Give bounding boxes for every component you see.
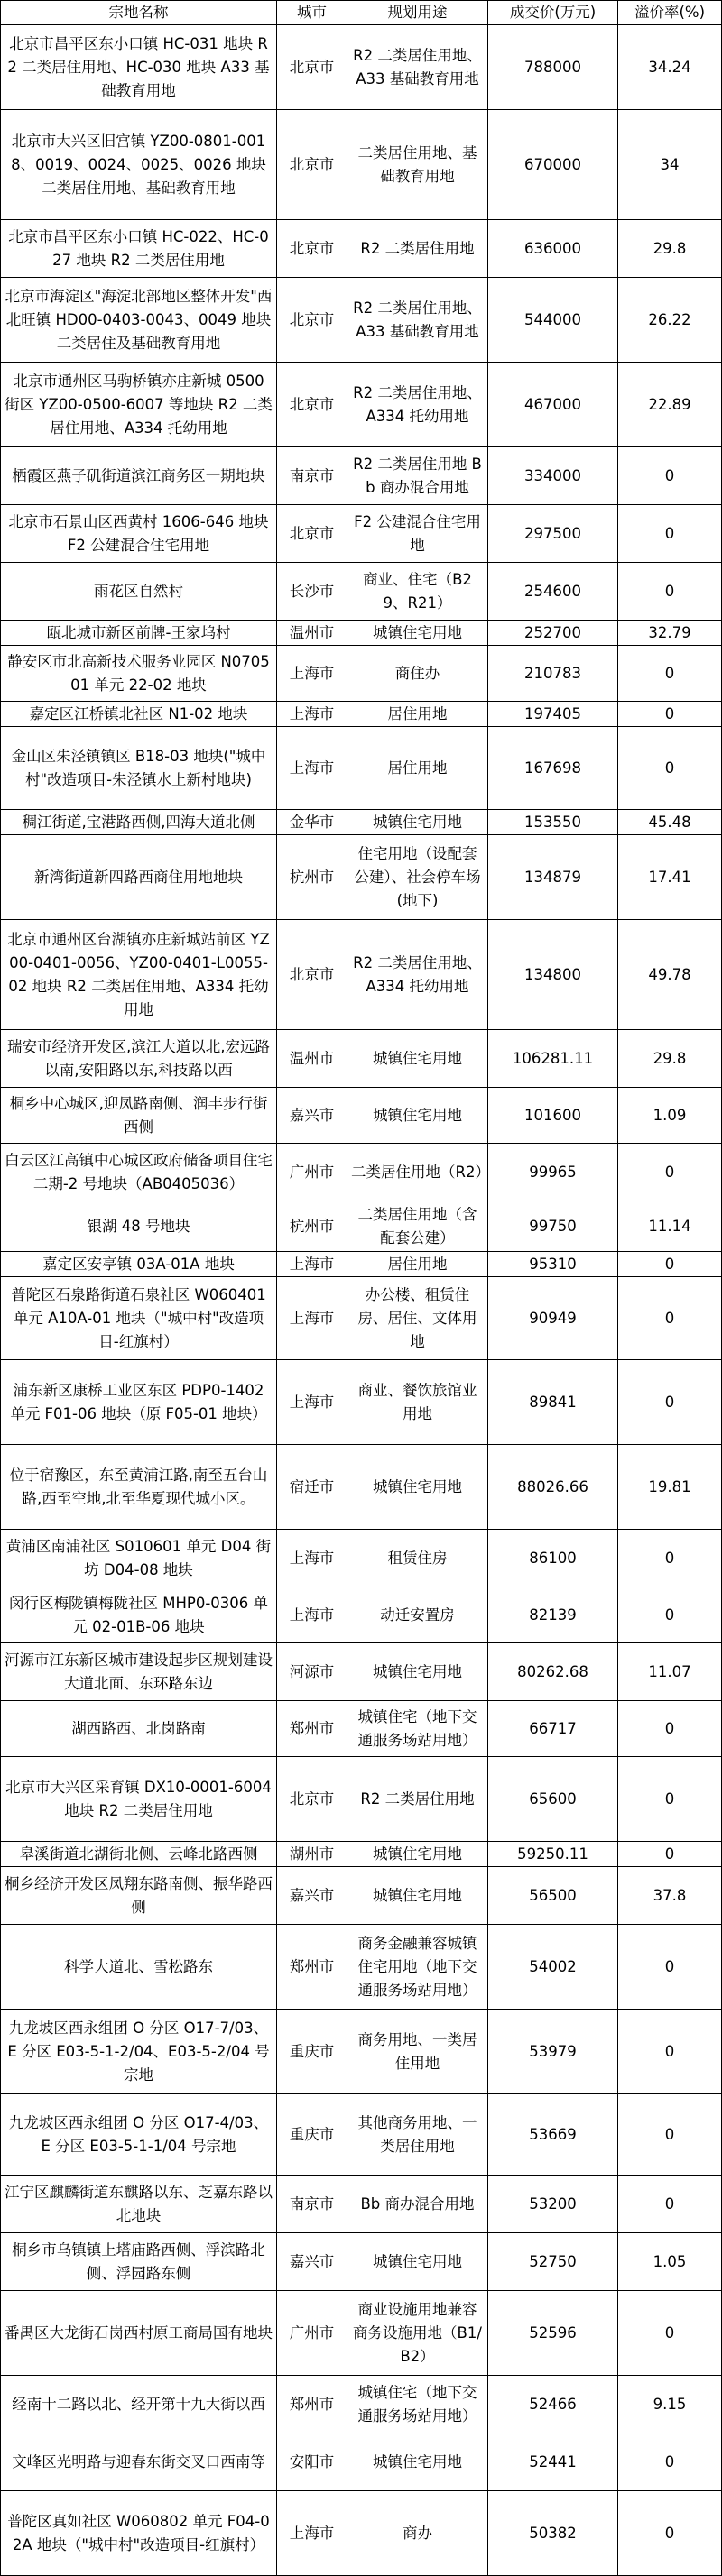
cell-city: 广州市	[277, 1144, 347, 1201]
cell-city: 上海市	[277, 646, 347, 702]
cell-planned-use: R2 二类居住用地、A334 托幼用地	[347, 920, 488, 1030]
cell-price: 53979	[488, 2010, 618, 2094]
cell-city: 嘉兴市	[277, 1088, 347, 1144]
table-row	[1, 835, 722, 920]
table-row	[1, 2491, 722, 2576]
table-row	[1, 1252, 722, 1277]
cell-premium-rate: 45.48	[618, 810, 722, 835]
cell-price: 197405	[488, 702, 618, 727]
table-body	[1, 25, 722, 2576]
cell-premium-rate: 0	[618, 1587, 722, 1643]
cell-land-name: 普陀区石泉路街道石泉社区 W060401 单元 A10A-01 地块（"城中村"改造项目-红旗村）	[1, 1277, 277, 1360]
cell-price: 167698	[488, 727, 618, 810]
cell-city: 郑州市	[277, 1701, 347, 1757]
cell-planned-use: 住宅用地（设配套公建）、社会停车场(地下)	[347, 835, 488, 920]
cell-land-name: 科学大道北、雪松路东	[1, 1925, 277, 2010]
cell-price: 86100	[488, 1530, 618, 1587]
cell-city: 北京市	[277, 220, 347, 278]
cell-planned-use: 居住用地	[347, 1252, 488, 1277]
cell-city: 上海市	[277, 1360, 347, 1445]
cell-land-name: 江宁区麒麟街道东麒路以东、芝嘉东路以北地块	[1, 2176, 277, 2233]
cell-planned-use: 城镇住宅用地	[347, 1445, 488, 1530]
cell-planned-use: 商务金融兼容城镇住宅用地（地下交通服务场站用地）	[347, 1925, 488, 2010]
table-row	[1, 2094, 722, 2176]
cell-land-name: 九龙坡区西永组团 O 分区 O17-7/03、E 分区 E03-5-1-2/04、E03-5-2/04 号宗地	[1, 2010, 277, 2094]
cell-price: 65600	[488, 1757, 618, 1842]
cell-premium-rate: 49.78	[618, 920, 722, 1030]
cell-price: 95310	[488, 1252, 618, 1277]
cell-premium-rate: 34.24	[618, 25, 722, 110]
cell-price: 59250.11	[488, 1842, 618, 1867]
cell-city: 上海市	[277, 1252, 347, 1277]
cell-price: 52596	[488, 2291, 618, 2376]
cell-planned-use: F2 公建混合住宅用地	[347, 505, 488, 563]
cell-premium-rate: 0	[618, 1530, 722, 1587]
cell-premium-rate: 17.41	[618, 835, 722, 920]
cell-city: 嘉兴市	[277, 2233, 347, 2291]
cell-city: 南京市	[277, 2176, 347, 2233]
cell-price: 66717	[488, 1701, 618, 1757]
cell-land-name: 白云区江高镇中心城区政府储备项目住宅二期-2 号地块（AB0405036）	[1, 1144, 277, 1201]
cell-planned-use: 动迁安置房	[347, 1587, 488, 1643]
cell-city: 南京市	[277, 447, 347, 505]
cell-land-name: 位于宿豫区，东至黄浦江路,南至五台山路,西至空地,北至华夏现代城小区。	[1, 1445, 277, 1530]
table-row	[1, 110, 722, 220]
cell-price: 50382	[488, 2491, 618, 2576]
cell-premium-rate: 0	[618, 2010, 722, 2094]
cell-premium-rate: 0	[618, 1925, 722, 2010]
cell-planned-use: R2 二类居住用地、A33 基础教育用地	[347, 278, 488, 363]
cell-city: 北京市	[277, 1757, 347, 1842]
cell-city: 重庆市	[277, 2094, 347, 2176]
cell-price: 52466	[488, 2376, 618, 2433]
cell-premium-rate: 11.14	[618, 1201, 722, 1252]
cell-premium-rate: 29.8	[618, 1030, 722, 1088]
cell-price: 99965	[488, 1144, 618, 1201]
cell-land-name: 金山区朱泾镇镇区 B18-03 地块("城中村"改造项目-朱泾镇水上新村地块)	[1, 727, 277, 810]
cell-planned-use: 商业、餐饮旅馆业用地	[347, 1360, 488, 1445]
cell-price: 88026.66	[488, 1445, 618, 1530]
header-planned-use: 规划用途	[347, 1, 488, 25]
table-row	[1, 1530, 722, 1587]
cell-city: 上海市	[277, 702, 347, 727]
cell-land-name: 九龙坡区西永组团 O 分区 O17-4/03、E 分区 E03-5-1-1/04 号宗地	[1, 2094, 277, 2176]
cell-premium-rate: 22.89	[618, 363, 722, 447]
cell-premium-rate: 0	[618, 505, 722, 563]
cell-price: 788000	[488, 25, 618, 110]
cell-land-name: 北京市通州区马驹桥镇亦庄新城 0500 街区 YZ00-0500-6007 等地块 R2 二类居住用地、A334 托幼用地	[1, 363, 277, 447]
cell-premium-rate: 0	[618, 563, 722, 621]
cell-land-name: 北京市海淀区"海淀北部地区整体开发"西北旺镇 HD00-0403-0043、0049 地块二类居住及基础教育用地	[1, 278, 277, 363]
cell-premium-rate: 32.79	[618, 621, 722, 646]
cell-city: 温州市	[277, 1030, 347, 1088]
table-row	[1, 1587, 722, 1643]
cell-planned-use: 城镇住宅用地	[347, 1842, 488, 1867]
cell-price: 210783	[488, 646, 618, 702]
cell-land-name: 皋溪街道北湖街北侧、云峰北路西侧	[1, 1842, 277, 1867]
cell-land-name: 黄浦区南浦社区 S010601 单元 D04 街坊 D04-08 地块	[1, 1530, 277, 1587]
cell-planned-use: 城镇住宅用地	[347, 2233, 488, 2291]
cell-planned-use: 城镇住宅（地下交通服务场站用地）	[347, 1701, 488, 1757]
cell-price: 254600	[488, 563, 618, 621]
cell-land-name: 经南十二路以北、经开第十九大街以西	[1, 2376, 277, 2433]
cell-premium-rate: 1.05	[618, 2233, 722, 2291]
cell-premium-rate: 0	[618, 2291, 722, 2376]
table-row	[1, 727, 722, 810]
cell-premium-rate: 0	[618, 646, 722, 702]
cell-premium-rate: 1.09	[618, 1088, 722, 1144]
cell-planned-use: 商务用地、一类居住用地	[347, 2010, 488, 2094]
cell-land-name: 北京市昌平区东小口镇 HC-022、HC-027 地块 R2 二类居住用地	[1, 220, 277, 278]
cell-city: 上海市	[277, 1587, 347, 1643]
table-row	[1, 1445, 722, 1530]
cell-premium-rate: 19.81	[618, 1445, 722, 1530]
cell-land-name: 雨花区自然村	[1, 563, 277, 621]
cell-city: 嘉兴市	[277, 1867, 347, 1925]
cell-planned-use: R2 二类居住用地、A334 托幼用地	[347, 363, 488, 447]
cell-planned-use: 城镇住宅用地	[347, 1867, 488, 1925]
cell-land-name: 桐乡中心城区,迎凤路南侧、润丰步行街西侧	[1, 1088, 277, 1144]
header-land-name: 宗地名称	[1, 1, 277, 25]
cell-premium-rate: 0	[618, 2433, 722, 2491]
table-row	[1, 1201, 722, 1252]
cell-land-name: 北京市石景山区西黄村 1606-646 地块 F2 公建混合住宅用地	[1, 505, 277, 563]
cell-planned-use: Bb 商办混合用地	[347, 2176, 488, 2233]
cell-city: 杭州市	[277, 835, 347, 920]
cell-premium-rate: 0	[618, 727, 722, 810]
cell-city: 上海市	[277, 1530, 347, 1587]
table-row	[1, 702, 722, 727]
cell-planned-use: 城镇住宅用地	[347, 810, 488, 835]
cell-city: 郑州市	[277, 2376, 347, 2433]
cell-land-name: 普陀区真如社区 W060802 单元 F04-02A 地块（"城中村"改造项目-红旗村）	[1, 2491, 277, 2576]
cell-planned-use: 二类居住用地、基础教育用地	[347, 110, 488, 220]
table-row	[1, 2233, 722, 2291]
cell-land-name: 河源市江东新区城市建设起步区规划建设大道北面、东环路东边	[1, 1643, 277, 1701]
cell-land-name: 嘉定区江桥镇北社区 N1-02 地块	[1, 702, 277, 727]
cell-land-name: 北京市通州区台湖镇亦庄新城站前区 YZ00-0401-0056、YZ00-0401-L0055-02 地块 R2 二类居住用地、A334 托幼用地	[1, 920, 277, 1030]
table-row	[1, 563, 722, 621]
cell-premium-rate: 0	[618, 2176, 722, 2233]
cell-city: 金华市	[277, 810, 347, 835]
table-row	[1, 1144, 722, 1201]
cell-city: 河源市	[277, 1643, 347, 1701]
cell-land-name: 闵行区梅陇镇梅陇社区 MHP0-0306 单元 02-01B-06 地块	[1, 1587, 277, 1643]
cell-premium-rate: 0	[618, 1701, 722, 1757]
cell-land-name: 湖西路西、北岗路南	[1, 1701, 277, 1757]
table-row	[1, 1842, 722, 1867]
cell-planned-use: 二类居住用地（R2）	[347, 1144, 488, 1201]
cell-price: 90949	[488, 1277, 618, 1360]
cell-planned-use: 城镇住宅用地	[347, 621, 488, 646]
table-row	[1, 1088, 722, 1144]
cell-land-name: 桐乡市乌镇镇上塔庙路西侧、浮滨路北侧、浮园路东侧	[1, 2233, 277, 2291]
table-row	[1, 1867, 722, 1925]
cell-land-name: 番禺区大龙街石岗西村原工商局国有地块	[1, 2291, 277, 2376]
table-header-row	[1, 1, 722, 25]
cell-premium-rate: 37.8	[618, 1867, 722, 1925]
cell-premium-rate: 34	[618, 110, 722, 220]
cell-planned-use: 城镇住宅用地	[347, 1088, 488, 1144]
table-row	[1, 2376, 722, 2433]
cell-city: 长沙市	[277, 563, 347, 621]
cell-price: 89841	[488, 1360, 618, 1445]
cell-city: 温州市	[277, 621, 347, 646]
cell-land-name: 静安区市北高新技术服务业园区 N070501 单元 22-02 地块	[1, 646, 277, 702]
table-row	[1, 1925, 722, 2010]
table-row	[1, 505, 722, 563]
table-row	[1, 646, 722, 702]
cell-premium-rate: 0	[618, 1842, 722, 1867]
cell-price: 82139	[488, 1587, 618, 1643]
cell-city: 北京市	[277, 920, 347, 1030]
table-row	[1, 1757, 722, 1842]
table-row	[1, 1643, 722, 1701]
table-row	[1, 1277, 722, 1360]
cell-city: 上海市	[277, 2491, 347, 2576]
cell-premium-rate: 0	[618, 1360, 722, 1445]
table-row	[1, 2291, 722, 2376]
cell-planned-use: 商办	[347, 2491, 488, 2576]
cell-price: 636000	[488, 220, 618, 278]
cell-premium-rate: 11.07	[618, 1643, 722, 1701]
cell-city: 湖州市	[277, 1842, 347, 1867]
table-row	[1, 2433, 722, 2491]
cell-city: 重庆市	[277, 2010, 347, 2094]
cell-land-name: 栖霞区燕子矶街道滨江商务区一期地块	[1, 447, 277, 505]
cell-planned-use: 商住办	[347, 646, 488, 702]
cell-price: 106281.11	[488, 1030, 618, 1088]
cell-price: 297500	[488, 505, 618, 563]
table-row	[1, 447, 722, 505]
cell-land-name: 桐乡经济开发区凤翔东路南侧、振华路西侧	[1, 1867, 277, 1925]
cell-price: 134800	[488, 920, 618, 1030]
cell-price: 56500	[488, 1867, 618, 1925]
cell-city: 北京市	[277, 110, 347, 220]
cell-premium-rate: 0	[618, 2094, 722, 2176]
cell-city: 上海市	[277, 727, 347, 810]
table-row	[1, 2010, 722, 2094]
table-row	[1, 25, 722, 110]
cell-planned-use: 城镇住宅用地	[347, 2433, 488, 2491]
cell-price: 252700	[488, 621, 618, 646]
table-row	[1, 278, 722, 363]
cell-land-name: 瓯北城市新区前牌-王家坞村	[1, 621, 277, 646]
cell-premium-rate: 0	[618, 1144, 722, 1201]
table-row	[1, 810, 722, 835]
cell-city: 北京市	[277, 278, 347, 363]
cell-price: 52441	[488, 2433, 618, 2491]
cell-planned-use: 租赁住房	[347, 1530, 488, 1587]
table-row	[1, 220, 722, 278]
cell-city: 北京市	[277, 363, 347, 447]
cell-price: 134879	[488, 835, 618, 920]
table-row	[1, 621, 722, 646]
cell-city: 广州市	[277, 2291, 347, 2376]
cell-price: 334000	[488, 447, 618, 505]
cell-land-name: 瑞安市经济开发区,滨江大道以北,宏远路以南,安阳路以东,科技路以西	[1, 1030, 277, 1088]
cell-planned-use: 商业设施用地兼容商务设施用地（B1/B2）	[347, 2291, 488, 2376]
cell-price: 53200	[488, 2176, 618, 2233]
cell-premium-rate: 0	[618, 2491, 722, 2576]
cell-planned-use: 城镇住宅（地下交通服务场站用地）	[347, 2376, 488, 2433]
table-row	[1, 2176, 722, 2233]
cell-price: 53669	[488, 2094, 618, 2176]
cell-premium-rate: 0	[618, 1252, 722, 1277]
cell-city: 北京市	[277, 25, 347, 110]
cell-land-name: 浦东新区康桥工业区东区 PDP0-1402 单元 F01-06 地块（原 F05-01 地块）	[1, 1360, 277, 1445]
cell-premium-rate: 9.15	[618, 2376, 722, 2433]
cell-planned-use: R2 二类居住用地	[347, 220, 488, 278]
table-row	[1, 1360, 722, 1445]
cell-planned-use: 其他商务用地、一类居住用地	[347, 2094, 488, 2176]
cell-land-name: 北京市昌平区东小口镇 HC-031 地块 R2 二类居住用地、HC-030 地块 A33 基础教育用地	[1, 25, 277, 110]
cell-city: 上海市	[277, 1277, 347, 1360]
cell-planned-use: 办公楼、租赁住房、居住、文体用地	[347, 1277, 488, 1360]
cell-price: 54002	[488, 1925, 618, 2010]
cell-price: 101600	[488, 1088, 618, 1144]
cell-price: 153550	[488, 810, 618, 835]
cell-land-name: 嘉定区安亭镇 03A-01A 地块	[1, 1252, 277, 1277]
header-price: 成交价(万元)	[488, 1, 618, 25]
cell-planned-use: 商业、住宅（B29、R21）	[347, 563, 488, 621]
cell-land-name: 北京市大兴区采育镇 DX10-0001-6004 地块 R2 二类居住用地	[1, 1757, 277, 1842]
cell-premium-rate: 29.8	[618, 220, 722, 278]
cell-price: 544000	[488, 278, 618, 363]
cell-premium-rate: 0	[618, 702, 722, 727]
cell-land-name: 文峰区光明路与迎春东街交叉口西南等	[1, 2433, 277, 2491]
header-city: 城市	[277, 1, 347, 25]
cell-land-name: 北京市大兴区旧宫镇 YZ00-0801-0018、0019、0024、0025、0026 地块二类居住用地、基础教育用地	[1, 110, 277, 220]
cell-planned-use: R2 二类居住用地	[347, 1757, 488, 1842]
cell-planned-use: R2 二类居住用地 Bb 商办混合用地	[347, 447, 488, 505]
table-row	[1, 363, 722, 447]
cell-land-name: 银湖 48 号地块	[1, 1201, 277, 1252]
cell-city: 北京市	[277, 505, 347, 563]
cell-price: 80262.68	[488, 1643, 618, 1701]
table-row	[1, 1030, 722, 1088]
cell-planned-use: 城镇住宅用地	[347, 1030, 488, 1088]
cell-city: 宿迁市	[277, 1445, 347, 1530]
cell-city: 安阳市	[277, 2433, 347, 2491]
cell-planned-use: 居住用地	[347, 702, 488, 727]
cell-price: 99750	[488, 1201, 618, 1252]
table-row	[1, 1701, 722, 1757]
cell-price: 52750	[488, 2233, 618, 2291]
cell-premium-rate: 0	[618, 1757, 722, 1842]
cell-planned-use: 二类居住用地（含配套公建）	[347, 1201, 488, 1252]
cell-city: 郑州市	[277, 1925, 347, 2010]
cell-land-name: 稠江街道,宝港路西侧,四海大道北侧	[1, 810, 277, 835]
table-row	[1, 920, 722, 1030]
cell-price: 670000	[488, 110, 618, 220]
cell-premium-rate: 26.22	[618, 278, 722, 363]
cell-planned-use: 居住用地	[347, 727, 488, 810]
cell-planned-use: R2 二类居住用地、A33 基础教育用地	[347, 25, 488, 110]
cell-land-name: 新湾街道新四路西商住用地地块	[1, 835, 277, 920]
cell-premium-rate: 0	[618, 447, 722, 505]
cell-city: 杭州市	[277, 1201, 347, 1252]
cell-premium-rate: 0	[618, 1277, 722, 1360]
cell-price: 467000	[488, 363, 618, 447]
cell-planned-use: 城镇住宅用地	[347, 1643, 488, 1701]
header-premium-rate: 溢价率(%)	[618, 1, 722, 25]
